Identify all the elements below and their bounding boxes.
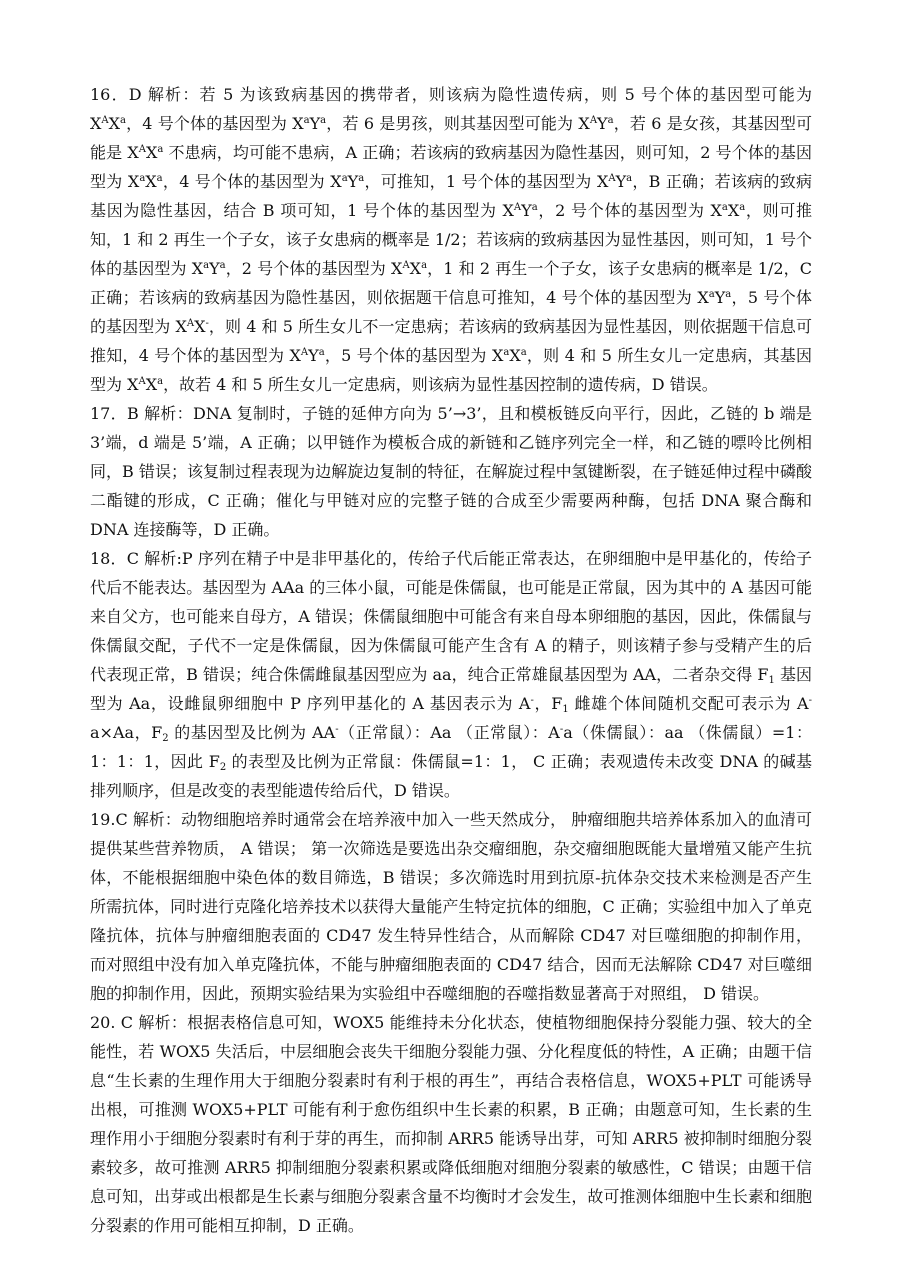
text-run: 的基因型及比例为 AA: [168, 723, 336, 742]
text-run: Y: [521, 201, 532, 220]
text-run: Y: [714, 288, 726, 307]
text-run: ，2 号个体的基因型为 X: [225, 259, 403, 278]
superscript: a: [421, 260, 428, 271]
superscript: -: [559, 724, 564, 735]
text-run: ，2 号个体的基因型为 X: [537, 201, 722, 220]
superscript: a: [219, 260, 226, 271]
superscript: A: [300, 347, 309, 358]
superscript: A: [101, 115, 109, 126]
superscript: -: [205, 318, 209, 329]
superscript: A: [589, 115, 598, 126]
text-run: ，若 6 是男孩，则其基因型可能为 X: [326, 114, 590, 133]
superscript: a: [503, 347, 510, 358]
text-run: X: [108, 114, 121, 133]
superscript: a: [358, 173, 365, 184]
superscript: a: [607, 115, 614, 126]
text-run: ，4 号个体的基因型为 X: [125, 114, 304, 133]
text-run: Y: [615, 172, 627, 191]
text-run: 雌雄个体间随机交配可表示为 A: [568, 694, 809, 713]
text-run: 16．D 解析：若 5 为该致病基因的携带者，则该病为隐性遗传病，则 5 号个体的基因型可能为 X: [90, 85, 812, 133]
text-run: ，可推知，1 号个体的基因型为 X: [364, 172, 609, 191]
text-run: ，故若 4 和 5 所生女儿一定患病，则该病为显性基因控制的遗传病，D 错误。: [163, 375, 718, 394]
text-run: ，5 号个体的基因型为 X: [324, 346, 504, 365]
answer-17: [90, 399, 812, 544]
text-run: ，则 4 和 5 所生女儿一定患病，其基因型为 X: [90, 346, 812, 394]
subscript: 1: [562, 704, 569, 715]
text-run: 20. C 解析：根据表格信息可知，WOX5 能维持未分化状态，使植物细胞保持分裂能力强、较大的全能性，若 WOX5 失活后，中层细胞会丧失干细胞分裂能力强、分化程度低的特性，A 正确；由题干信息“生长素的生理作用大于细胞分裂素时有利于根的再生”，再结合表格信息，WOX5+PLT 可能诱导出根，可推测 WOX5+PLT 可能有利于愈伤组织中生长素的积累，B 正确；由题意可知，生长素的生理作用小于细胞分裂素时有利于芽的再生，而抑制 ARR5 能诱导出芽，可知 ARR5 被抑制时细胞分裂素较多，故可推测 ARR5 抑制细胞分裂素积累或降低细胞对细胞分裂素的敏感性，C 错误；由题干信息可知，出芽或出根都是生长素与细胞分裂素含量不均衡时才会发生，故可推测体细胞中生长素和细胞分裂素的作用可能相互抑制，D 正确。: [90, 1013, 812, 1235]
text-run: （正常鼠）：Aa （正常鼠）：A: [338, 723, 560, 742]
text-run: ，4 号个体的基因型为 X: [162, 172, 342, 191]
text-run: ，F: [533, 694, 563, 713]
text-run: X: [409, 259, 422, 278]
superscript: a: [520, 347, 527, 358]
subscript: 2: [219, 762, 227, 773]
text-run: 基因型为 Aa，设雌鼠卵细胞中 P 序列甲基化的 A 基因表示为 A: [90, 665, 812, 713]
superscript: a: [721, 202, 728, 213]
text-run: ，1 和 2 再生一个子女，该子女患病的概率是 1/2，C 正确；若该病的致病基因为隐性基因，则依据题干信息可推知，4 号个体的基因型为 X: [90, 259, 812, 307]
superscript: -: [335, 724, 339, 735]
text-run: Y: [209, 259, 220, 278]
text-run: 的表型及比例为正常鼠：侏儒鼠=1：1， C 正确；表观遗传未改变 DNA 的碱基排列顺序，但是改变的表型能遗传给后代，D 错误。: [90, 752, 812, 800]
superscript: -: [808, 695, 812, 706]
superscript: A: [138, 376, 146, 387]
text-run: X: [145, 375, 158, 394]
answer-19: [90, 805, 812, 1008]
superscript: A: [402, 260, 410, 271]
text-run: ，则可推知，1 和 2 再生一个子女，该子女患病的概率是 1/2；若该病的致病基因为显性基因，则可知，1 号个体的基因型为 X: [90, 201, 812, 278]
superscript: a: [531, 202, 538, 213]
superscript: a: [156, 173, 163, 184]
text-run: a（侏儒鼠）：aa （侏儒鼠）=1：1：1：1，因此 F: [90, 723, 812, 771]
superscript: A: [513, 202, 522, 213]
superscript: a: [139, 173, 146, 184]
text-run: a×Aa，F: [90, 723, 163, 742]
text-run: 19.C 解析：动物细胞培养时通常会在培养液中加入一些天然成分， 肿瘤细胞共培养体系加入的血清可提供某些营养物质， A 错误； 第一次筛选是要选出杂交瘤细胞，杂交瘤细胞既能大量增殖又能产生抗体，不能根据细胞中染色体的数目筛选，B 错误；多次筛选时用到抗原-抗体杂交技术来检测是否产生所需抗体，同时进行克隆化培养技术以获得大量能产生特定抗体的细胞，C 正确；实验组中加入了单克隆抗体，抗体与肿瘤细胞表面的 CD47 发生特异性结合，从而解除 CD47 对巨噬细胞的抑制作用， 而对照组中没有加入单克隆抗体，不能与肿瘤细胞表面的 CD47 结合，因而无法解除 CD47 对巨噬细胞的抑制作用，因此，预期实验结果为实验组中吞噬细胞的吞噬指数显著高于对照组， D 错误。: [90, 810, 812, 1003]
text-run: ，若 6 是女孩，其基因型可能是 X: [90, 114, 812, 162]
text-run: X: [509, 346, 521, 365]
answer-18: [90, 544, 812, 805]
superscript: a: [739, 202, 746, 213]
text-run: ，则 4 和 5 所生女儿不一定患病；若该病的致病基因为显性基因，则依据题干信息可推知，4 号个体的基因型为 X: [90, 317, 812, 365]
superscript: a: [157, 144, 164, 155]
superscript: a: [320, 115, 327, 126]
superscript: a: [341, 173, 348, 184]
text-run: X: [194, 317, 206, 336]
superscript: A: [608, 173, 616, 184]
text-run: X: [146, 143, 158, 162]
text-run: X: [145, 172, 157, 191]
superscript: A: [186, 318, 195, 329]
superscript: a: [120, 115, 126, 126]
superscript: a: [626, 173, 633, 184]
text-run: 18．C 解析:P 序列在精子中是非甲基化的，传给子代后能正常表达，在卵细胞中是甲基化的，传给子代后不能表达。基因型为 AAa 的三体小鼠，可能是侏儒鼠，也可能是正常鼠，因为其中的 A 基因可能来自父方，也可能来自母方，A 错误；侏儒鼠细胞中可能含有来自母本卵细胞的基因，因此，侏儒鼠与侏儒鼠交配，子代不一定是侏儒鼠，因为侏儒鼠可能产生含有 A 的精子，则该精子参与受精产生的后代表现正常，B 错误；纯合侏儒雌鼠基因型应为 aa，纯合正常雄鼠基因型为 AA，二者杂交得 F: [90, 549, 812, 684]
superscript: a: [725, 289, 732, 300]
superscript: -: [530, 695, 534, 706]
superscript: a: [157, 376, 164, 387]
text-run: ，5 号个体的基因型为 X: [90, 288, 812, 336]
text-run: 17．B 解析：DNA 复制时，子链的延伸方向为 5’→3’，且和模板链反向平行，因此，乙链的 b 端是 3’端，d 端是 5’端，A 正确；以甲链作为模板合成的新链和乙链序列完全一样，和乙链的嘌呤比例相同，B 错误；该复制过程表现为边解旋边复制的特征，在解旋过程中氢键断裂，在子链延伸过程中磷酸二酯键的形成，C 正确；催化与甲链对应的完整子链的合成至少需要两种酶，包括 DNA 聚合酶和 DNA 连接酶等，D 正确。: [90, 404, 812, 539]
answer-20: [90, 1008, 812, 1240]
text-run: X: [727, 201, 740, 220]
superscript: a: [318, 347, 325, 358]
superscript: a: [303, 115, 310, 126]
superscript: a: [203, 260, 210, 271]
text-run: 不患病，均可能不患病，A 正确；若该病的致病基因为隐性基因，则可知，2 号个体的基因型为 X: [90, 143, 813, 191]
text-run: Y: [309, 114, 321, 133]
answer-16: [90, 80, 812, 399]
subscript: 2: [162, 733, 169, 744]
text-run: Y: [308, 346, 319, 365]
subscript: 1: [768, 675, 775, 686]
text-run: ，B 正确；若该病的致病基因为隐性基因，结合 B 项可知，1 号个体的基因型为 X: [90, 172, 812, 220]
superscript: A: [138, 144, 146, 155]
superscript: a: [708, 289, 715, 300]
text-run: Y: [347, 172, 359, 191]
text-run: Y: [597, 114, 608, 133]
